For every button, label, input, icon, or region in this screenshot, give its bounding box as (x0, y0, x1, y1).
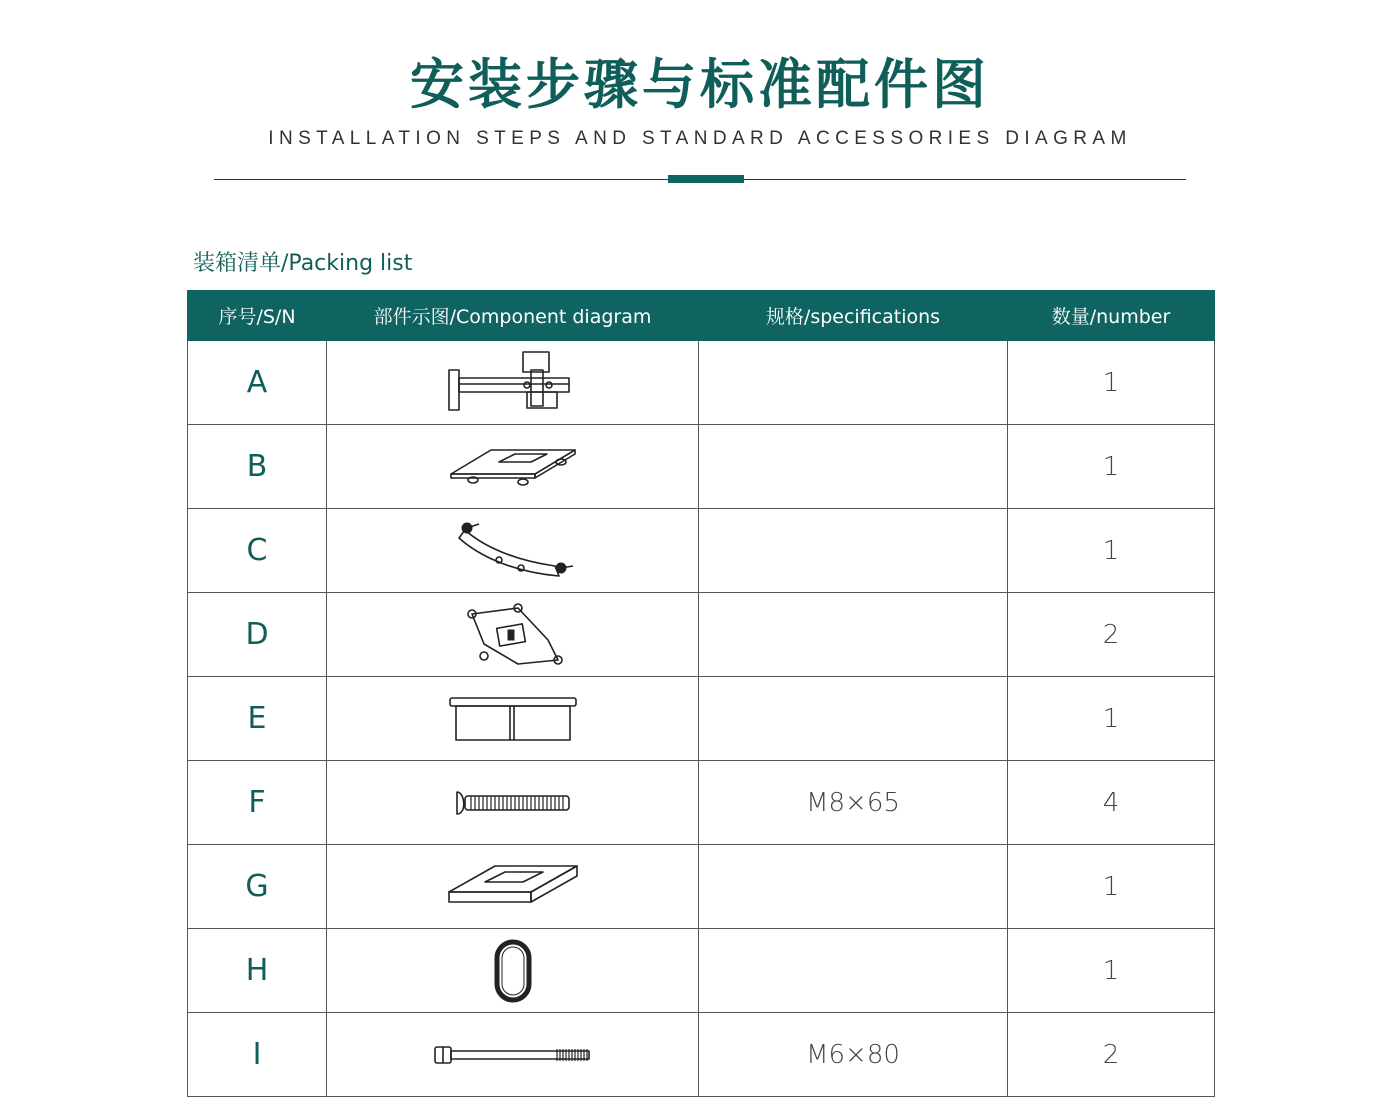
row-sn: E (188, 677, 327, 761)
page-title: 安装步骤与标准配件图 (410, 53, 990, 116)
row-diagram (327, 677, 699, 761)
row-qty: 1 (1008, 341, 1215, 425)
row-spec (699, 341, 1008, 425)
row-sn: C (188, 509, 327, 593)
page-subtitle: INSTALLATION STEPS AND STANDARD ACCESSORIES DIAGRAM (268, 128, 1132, 149)
row-qty: 2 (1008, 593, 1215, 677)
row-diagram (327, 425, 699, 509)
table-row (188, 509, 1215, 593)
column-header-sn: 序号/S/N (188, 291, 327, 341)
row-diagram (327, 593, 699, 677)
row-sn: H (188, 929, 327, 1013)
row-diagram (327, 761, 699, 845)
column-header-qty: 数量/number (1008, 291, 1215, 341)
row-spec (699, 677, 1008, 761)
row-spec (699, 845, 1008, 929)
divider-accent (668, 175, 744, 183)
table-row (188, 1013, 1215, 1097)
table-row (188, 761, 1215, 845)
row-qty: 4 (1008, 761, 1215, 845)
row-qty: 1 (1008, 677, 1215, 761)
table-header-row (188, 291, 1215, 341)
packing-list-table (187, 290, 1215, 1097)
row-spec: M6×80 (699, 1013, 1008, 1097)
row-spec (699, 929, 1008, 1013)
table-row (188, 425, 1215, 509)
row-diagram (327, 509, 699, 593)
row-spec: M8×65 (699, 761, 1008, 845)
row-diagram (327, 929, 699, 1013)
table-row (188, 845, 1215, 929)
row-sn: A (188, 341, 327, 425)
row-spec (699, 425, 1008, 509)
table-row (188, 593, 1215, 677)
row-sn: G (188, 845, 327, 929)
table-row (188, 677, 1215, 761)
cable-ring-icon (493, 938, 533, 1004)
desk-clamp-icon (443, 516, 583, 586)
column-header-spec: 规格/specifications (699, 291, 1008, 341)
long-bolt-icon (433, 1043, 593, 1067)
base-plate-icon (443, 442, 583, 492)
table-row (188, 341, 1215, 425)
row-qty: 1 (1008, 929, 1215, 1013)
row-sn: B (188, 425, 327, 509)
row-spec (699, 509, 1008, 593)
row-qty: 1 (1008, 509, 1215, 593)
row-diagram (327, 845, 699, 929)
row-qty: 2 (1008, 1013, 1215, 1097)
washer-plate-icon (443, 862, 583, 912)
pole-cap-icon (448, 694, 578, 744)
row-sn: F (188, 761, 327, 845)
bolt-icon (453, 788, 573, 818)
monitor-arm-bracket-icon (443, 348, 583, 418)
row-sn: I (188, 1013, 327, 1097)
section-label: 装箱清单/Packing list (193, 251, 413, 276)
row-diagram (327, 1013, 699, 1097)
row-qty: 1 (1008, 425, 1215, 509)
row-spec (699, 593, 1008, 677)
vesa-mount-plate-icon (458, 600, 568, 670)
column-header-diagram: 部件示图/Component diagram (327, 291, 699, 341)
row-diagram (327, 341, 699, 425)
table-row (188, 929, 1215, 1013)
row-sn: D (188, 593, 327, 677)
row-qty: 1 (1008, 845, 1215, 929)
